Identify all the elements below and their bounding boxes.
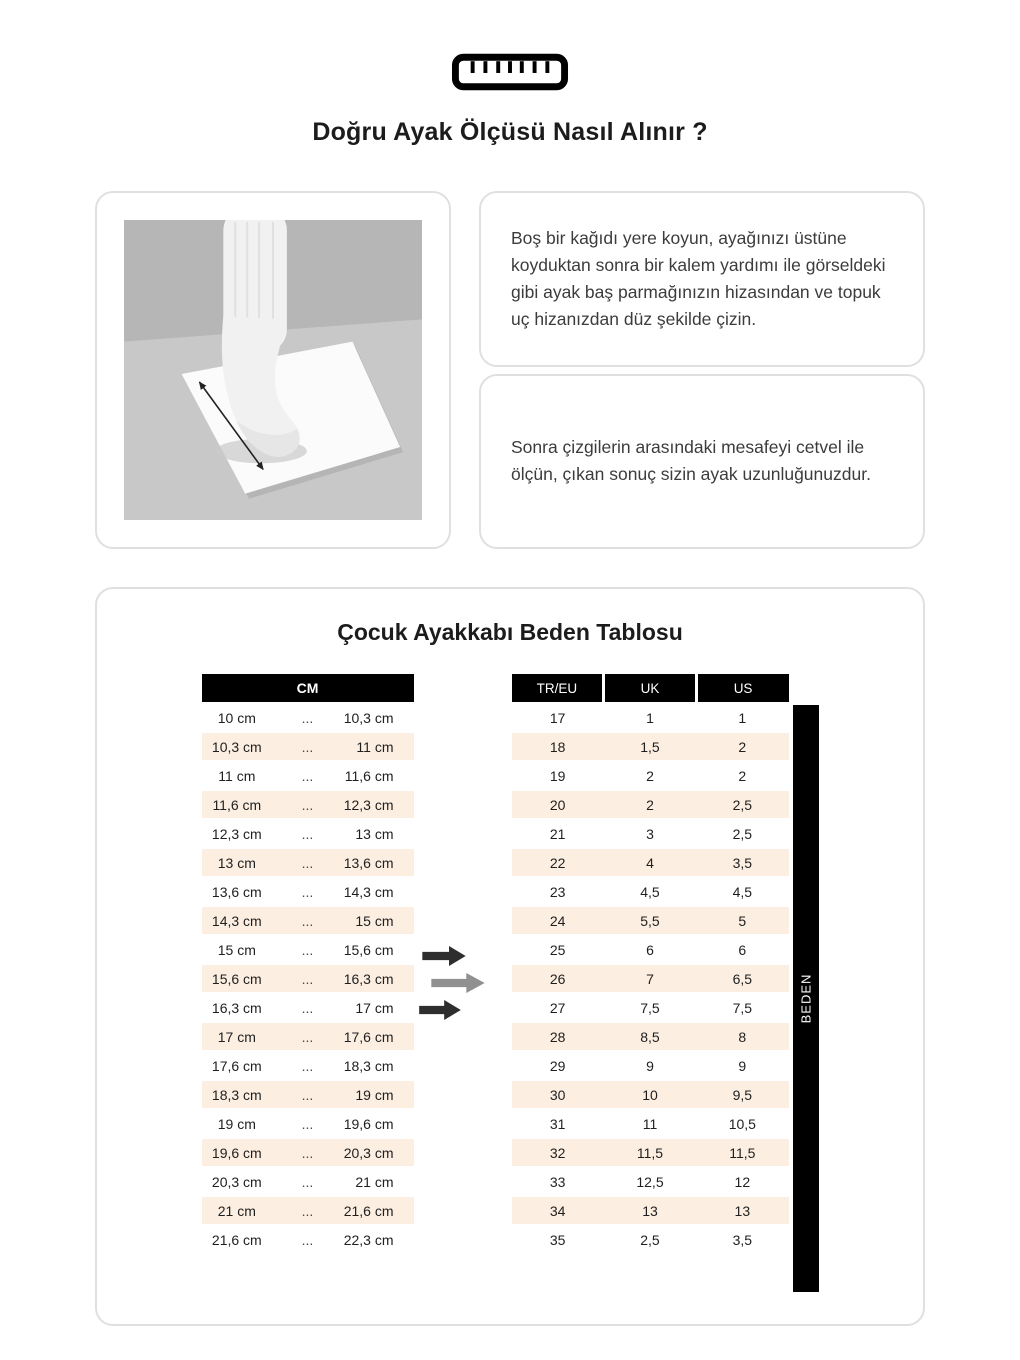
table-row <box>202 964 414 993</box>
table-row <box>202 1225 414 1254</box>
cm-from-cell: 19 cm <box>202 1109 273 1138</box>
cm-to-cell: 12,3 cm <box>343 790 414 819</box>
foot-measurement-photo <box>124 220 422 520</box>
cm-to-cell: 11,6 cm <box>343 761 414 790</box>
size-cell: 24 <box>512 906 604 935</box>
size-cell: 4,5 <box>696 877 788 906</box>
separator-cell: ... <box>272 703 343 732</box>
size-cell: 30 <box>512 1080 604 1109</box>
size-cell: 28 <box>512 1022 604 1051</box>
size-table-title: Çocuk Ayakkabı Beden Tablosu <box>337 619 683 645</box>
cm-from-cell: 15,6 cm <box>202 964 273 993</box>
arrow-right-icon <box>426 973 490 993</box>
size-cell: 2 <box>696 732 788 761</box>
size-cell: 22 <box>512 848 604 877</box>
table-row <box>512 993 789 1022</box>
size-cell: 4 <box>604 848 696 877</box>
size-table-body <box>512 703 789 1254</box>
cm-table <box>202 674 414 1255</box>
table-row <box>202 703 414 732</box>
size-cell: 13 <box>696 1196 788 1225</box>
cm-from-cell: 12,3 cm <box>202 819 273 848</box>
size-cell: 26 <box>512 964 604 993</box>
size-cell: 5,5 <box>604 906 696 935</box>
size-cell: 31 <box>512 1109 604 1138</box>
table-row <box>512 1022 789 1051</box>
table-row <box>202 993 414 1022</box>
table-row <box>512 1196 789 1225</box>
size-cell: 21 <box>512 819 604 848</box>
beden-bar <box>793 705 819 1292</box>
cm-to-cell: 22,3 cm <box>343 1225 414 1254</box>
table-row <box>512 761 789 790</box>
table-row <box>202 1196 414 1225</box>
size-column-header: US <box>696 674 788 703</box>
size-cell: 2 <box>604 761 696 790</box>
separator-cell: ... <box>272 1109 343 1138</box>
separator-cell: ... <box>272 964 343 993</box>
table-row <box>202 790 414 819</box>
size-cell: 19 <box>512 761 604 790</box>
size-cell: 5 <box>696 906 788 935</box>
table-row <box>202 877 414 906</box>
cm-from-cell: 11,6 cm <box>202 790 273 819</box>
cm-to-cell: 21 cm <box>343 1167 414 1196</box>
table-row <box>202 1138 414 1167</box>
cm-from-cell: 17 cm <box>202 1022 273 1051</box>
table-row <box>202 935 414 964</box>
cm-to-cell: 15 cm <box>343 906 414 935</box>
table-row <box>512 906 789 935</box>
size-cell: 12,5 <box>604 1167 696 1196</box>
separator-cell: ... <box>272 906 343 935</box>
cm-from-cell: 10 cm <box>202 703 273 732</box>
separator-cell: ... <box>272 1138 343 1167</box>
size-cell: 6 <box>604 935 696 964</box>
table-row <box>202 1022 414 1051</box>
separator-cell: ... <box>272 761 343 790</box>
size-cell: 9 <box>604 1051 696 1080</box>
beden-label: BEDEN <box>798 973 814 1024</box>
table-row <box>512 877 789 906</box>
cm-from-cell: 16,3 cm <box>202 993 273 1022</box>
conversion-arrows <box>414 946 512 1020</box>
size-cell: 9 <box>696 1051 788 1080</box>
table-row <box>512 1080 789 1109</box>
cm-table-body <box>202 703 414 1254</box>
separator-cell: ... <box>272 1022 343 1051</box>
howto-step-1 <box>479 191 925 367</box>
cm-from-cell: 21,6 cm <box>202 1225 273 1254</box>
ruler-icon <box>451 52 569 92</box>
cm-to-cell: 17,6 cm <box>343 1022 414 1051</box>
cm-column-header: CM <box>202 674 414 703</box>
size-cell: 3,5 <box>696 1225 788 1254</box>
table-row <box>512 848 789 877</box>
size-cell: 7,5 <box>696 993 788 1022</box>
size-cell: 25 <box>512 935 604 964</box>
size-cell: 34 <box>512 1196 604 1225</box>
table-row <box>202 732 414 761</box>
size-column-header: TR/EU <box>512 674 604 703</box>
size-cell: 29 <box>512 1051 604 1080</box>
size-cell: 2 <box>696 761 788 790</box>
separator-cell: ... <box>272 1080 343 1109</box>
cm-to-cell: 19,6 cm <box>343 1109 414 1138</box>
measurement-photo-card <box>95 191 451 549</box>
size-cell: 7,5 <box>604 993 696 1022</box>
howto-section <box>0 191 1020 549</box>
size-cell: 10,5 <box>696 1109 788 1138</box>
separator-cell: ... <box>272 732 343 761</box>
size-cell: 3 <box>604 819 696 848</box>
size-cell: 2,5 <box>696 790 788 819</box>
cm-to-cell: 18,3 cm <box>343 1051 414 1080</box>
table-row <box>512 1051 789 1080</box>
cm-from-cell: 13,6 cm <box>202 877 273 906</box>
arrow-right-icon <box>418 946 470 966</box>
size-table-head-row <box>512 674 789 703</box>
size-cell: 6 <box>696 935 788 964</box>
separator-cell: ... <box>272 1225 343 1254</box>
table-row <box>512 1167 789 1196</box>
table-row <box>202 906 414 935</box>
size-cell: 13 <box>604 1196 696 1225</box>
table-row <box>512 1138 789 1167</box>
size-tables <box>109 674 911 1292</box>
howto-steps <box>479 191 925 549</box>
separator-cell: ... <box>272 935 343 964</box>
separator-cell: ... <box>272 1051 343 1080</box>
size-cell: 1 <box>696 703 788 732</box>
table-row <box>512 819 789 848</box>
table-row <box>512 935 789 964</box>
size-cell: 8 <box>696 1022 788 1051</box>
separator-cell: ... <box>272 819 343 848</box>
size-cell: 17 <box>512 703 604 732</box>
page-title: Doğru Ayak Ölçüsü Nasıl Alınır ? <box>312 118 708 146</box>
cm-from-cell: 15 cm <box>202 935 273 964</box>
ruler-icon-wrap <box>0 52 1020 92</box>
size-cell: 7 <box>604 964 696 993</box>
cm-to-cell: 17 cm <box>343 993 414 1022</box>
cm-from-cell: 14,3 cm <box>202 906 273 935</box>
size-cell: 8,5 <box>604 1022 696 1051</box>
table-row <box>512 1225 789 1254</box>
cm-to-cell: 16,3 cm <box>343 964 414 993</box>
size-cell: 12 <box>696 1167 788 1196</box>
howto-step-2 <box>479 374 925 550</box>
size-cell: 3,5 <box>696 848 788 877</box>
size-cell: 32 <box>512 1138 604 1167</box>
size-cell: 11 <box>604 1109 696 1138</box>
size-cell: 10 <box>604 1080 696 1109</box>
cm-from-cell: 17,6 cm <box>202 1051 273 1080</box>
size-cell: 1,5 <box>604 732 696 761</box>
size-cell: 2 <box>604 790 696 819</box>
separator-cell: ... <box>272 790 343 819</box>
size-table-card <box>95 587 925 1326</box>
cm-from-cell: 13 cm <box>202 848 273 877</box>
size-cell: 9,5 <box>696 1080 788 1109</box>
size-cell: 33 <box>512 1167 604 1196</box>
size-cell: 20 <box>512 790 604 819</box>
size-cell: 35 <box>512 1225 604 1254</box>
cm-to-cell: 11 cm <box>343 732 414 761</box>
size-cell: 23 <box>512 877 604 906</box>
cm-from-cell: 21 cm <box>202 1196 273 1225</box>
size-cell: 2,5 <box>604 1225 696 1254</box>
cm-to-cell: 14,3 cm <box>343 877 414 906</box>
cm-to-cell: 10,3 cm <box>343 703 414 732</box>
cm-to-cell: 15,6 cm <box>343 935 414 964</box>
table-row <box>512 790 789 819</box>
size-cell: 27 <box>512 993 604 1022</box>
cm-from-cell: 11 cm <box>202 761 273 790</box>
size-cell: 6,5 <box>696 964 788 993</box>
cm-to-cell: 21,6 cm <box>343 1196 414 1225</box>
size-cell: 18 <box>512 732 604 761</box>
size-cell: 11,5 <box>696 1138 788 1167</box>
cm-to-cell: 13 cm <box>343 819 414 848</box>
table-row <box>512 964 789 993</box>
howto-step-1-text: Boş bir kağıdı yere koyun, ayağınızı üstüne koyduktan sonra bir kalem yardımı ile görseldeki gibi ayak baş parmağınızın hizasından ve topuk uç hizanızdan düz şekilde çizin. <box>511 227 886 329</box>
cm-to-cell: 19 cm <box>343 1080 414 1109</box>
separator-cell: ... <box>272 877 343 906</box>
size-cell: 1 <box>604 703 696 732</box>
table-row <box>202 1080 414 1109</box>
size-cell: 11,5 <box>604 1138 696 1167</box>
cm-to-cell: 13,6 cm <box>343 848 414 877</box>
size-cell: 2,5 <box>696 819 788 848</box>
table-row <box>512 1109 789 1138</box>
table-row <box>202 1051 414 1080</box>
howto-step-2-text: Sonra çizgilerin arasındaki mesafeyi cetvel ile ölçün, çıkan sonuç sizin ayak uzunluğunuzdur. <box>511 437 871 485</box>
cm-from-cell: 19,6 cm <box>202 1138 273 1167</box>
table-row <box>202 848 414 877</box>
size-table <box>512 674 789 1255</box>
separator-cell: ... <box>272 993 343 1022</box>
cm-from-cell: 20,3 cm <box>202 1167 273 1196</box>
table-row <box>512 732 789 761</box>
separator-cell: ... <box>272 848 343 877</box>
cm-table-head-row <box>202 674 414 703</box>
cm-to-cell: 20,3 cm <box>343 1138 414 1167</box>
separator-cell: ... <box>272 1196 343 1225</box>
table-row <box>202 761 414 790</box>
table-row <box>202 1109 414 1138</box>
size-cell: 4,5 <box>604 877 696 906</box>
arrow-right-icon <box>415 1000 465 1020</box>
table-row <box>202 819 414 848</box>
size-column-header: UK <box>604 674 696 703</box>
table-row <box>202 1167 414 1196</box>
cm-from-cell: 18,3 cm <box>202 1080 273 1109</box>
table-row <box>512 703 789 732</box>
separator-cell: ... <box>272 1167 343 1196</box>
cm-from-cell: 10,3 cm <box>202 732 273 761</box>
